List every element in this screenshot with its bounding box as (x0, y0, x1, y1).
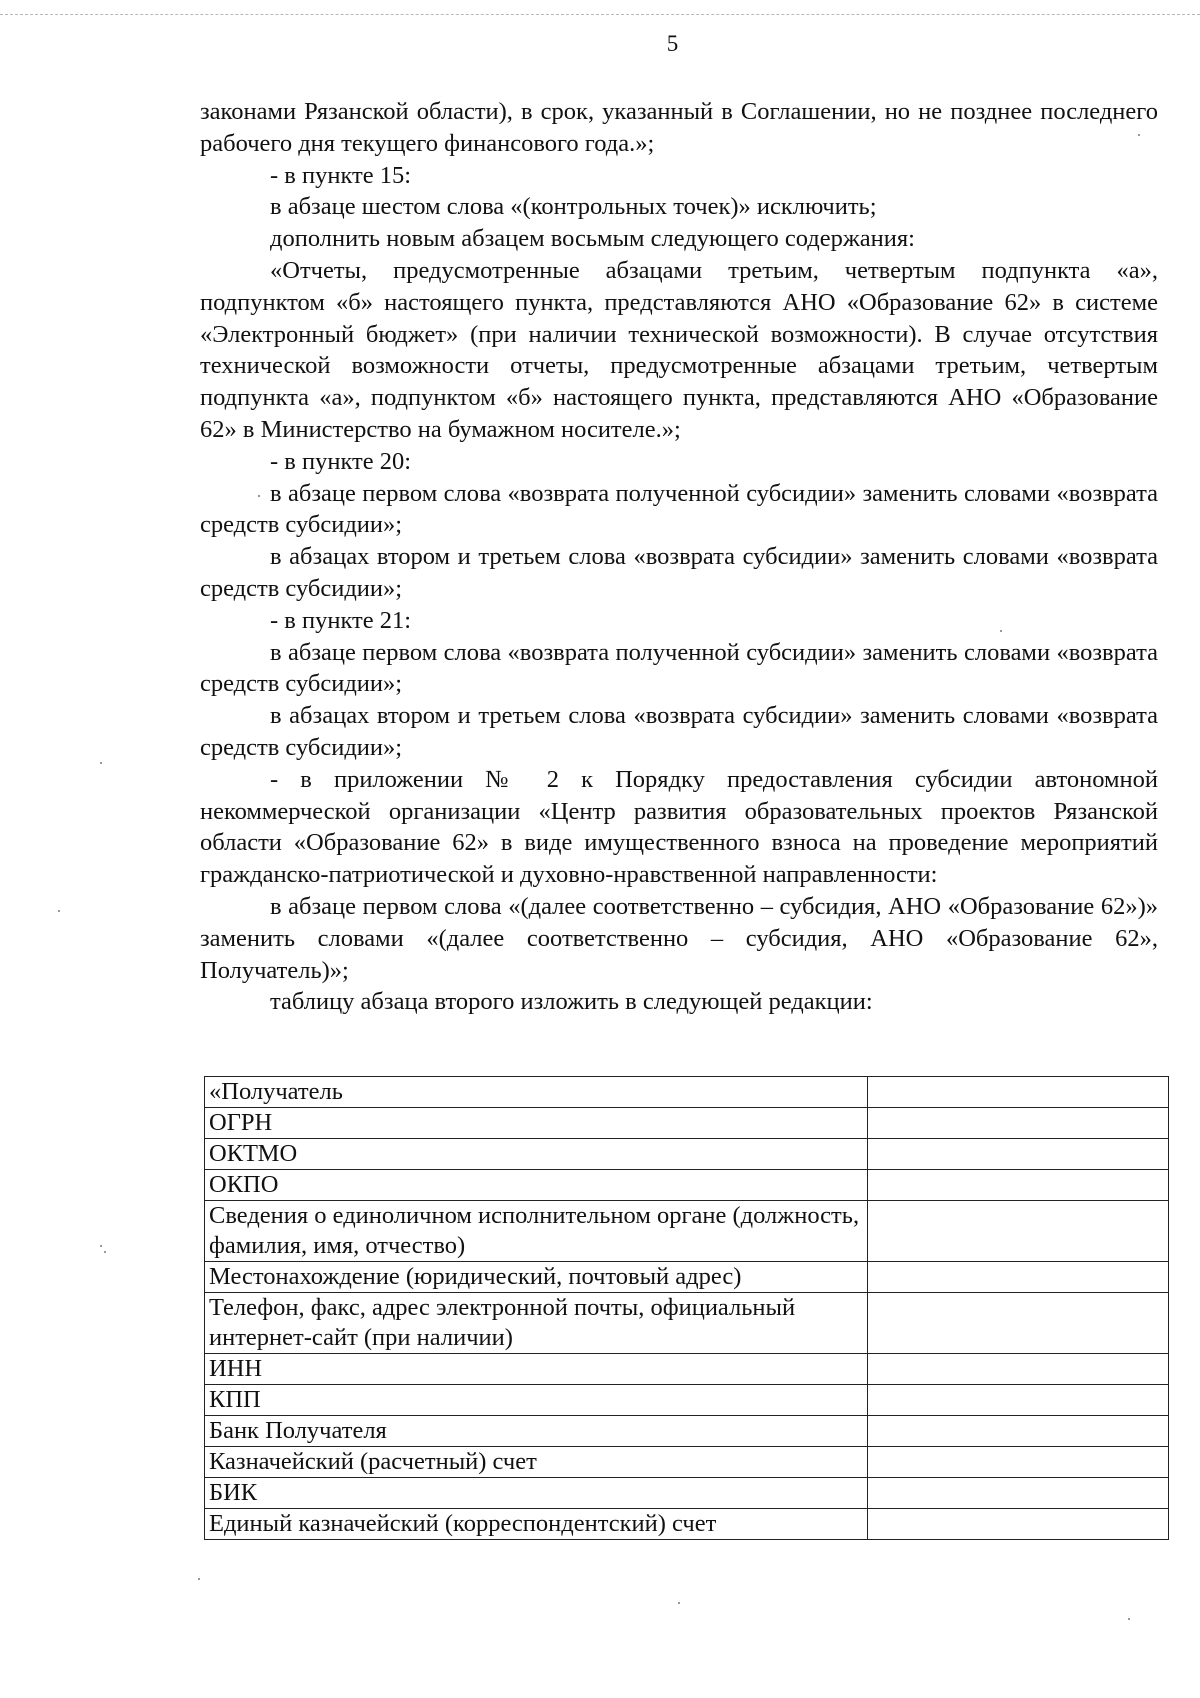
table-label-cell: ИНН (205, 1354, 868, 1385)
table-value-cell (868, 1447, 1169, 1478)
table-value-cell (868, 1077, 1169, 1108)
scan-speck (100, 1245, 102, 1247)
scan-speck (104, 1251, 106, 1253)
paragraph: - в пункте 20: (270, 447, 412, 475)
scan-speck (1128, 1618, 1130, 1620)
table-value-cell (868, 1385, 1169, 1416)
table-label-cell: Телефон, факс, адрес электронной почты, официальный интернет-сайт (при наличии) (205, 1293, 868, 1354)
page-number: 5 (666, 31, 679, 56)
table-label-cell: Местонахождение (юридический, почтовый адрес) (205, 1262, 868, 1293)
table-row (205, 1108, 1169, 1139)
table-row (205, 1385, 1169, 1416)
requisites-table (204, 1076, 1169, 1540)
document-body (200, 96, 1158, 1018)
paragraph: в абзаце шестом слова «(контрольных точек)» исключить; (270, 193, 877, 221)
scan-edge-line (0, 14, 1200, 15)
table-label-cell: «Получатель (205, 1077, 868, 1108)
table-value-cell (868, 1416, 1169, 1447)
table-value-cell (868, 1108, 1169, 1139)
table-row (205, 1139, 1169, 1170)
table-value-cell (868, 1293, 1169, 1354)
table-label-cell: ОКПО (205, 1170, 868, 1201)
paragraph: в абзаце первом слова «возврата полученной субсидии» заменить словами «возврата средств субсидии»; (200, 479, 1158, 539)
table-row (205, 1201, 1169, 1262)
paragraph: в абзаце первом слова «возврата полученной субсидии» заменить словами «возврата средств субсидии»; (200, 638, 1158, 698)
table-label-cell: КПП (205, 1385, 868, 1416)
scan-speck (198, 1578, 200, 1580)
table-row (205, 1447, 1169, 1478)
table-row (205, 1170, 1169, 1201)
table-row (205, 1354, 1169, 1385)
scan-speck (58, 910, 60, 912)
table-value-cell (868, 1509, 1169, 1540)
paragraph: - в пункте 15: (270, 161, 412, 189)
paragraph: законами Рязанской области), в срок, указанный в Соглашении, но не позднее последнего рабочего дня текущего финансового года.»; (200, 98, 1158, 157)
table-value-cell (868, 1170, 1169, 1201)
table-label-cell: Сведения о единоличном исполнительном органе (должность, фамилия, имя, отчество) (205, 1201, 868, 1262)
scan-speck (678, 1602, 680, 1604)
paragraph: дополнить новым абзацем восьмым следующего содержания: (270, 225, 915, 253)
table-value-cell (868, 1262, 1169, 1293)
paragraph: таблицу абзаца второго изложить в следующей редакции: (270, 988, 873, 1016)
table-row (205, 1509, 1169, 1540)
scan-speck (1138, 134, 1140, 136)
paragraph: «Отчеты, предусмотренные абзацами третьим, четвертым подпункта «а», подпунктом «б» настоящего пункта, представляются АНО «Образование 62» в системе «Электронный бюджет» (при наличии технической возможности). В случае отсутствия технической возможности отчеты, предусмотренные абзацами третьим, четвертым подпункта «а», подпунктом «б» настоящего пункта, представляются АНО «Образование 62» в Министерство на бумажном носителе.»; (200, 256, 1158, 443)
table-value-cell (868, 1478, 1169, 1509)
table-label-cell: ОГРН (205, 1108, 868, 1139)
paragraph: в абзацах втором и третьем слова «возврата субсидии» заменить словами «возврата средств субсидии»; (200, 702, 1158, 761)
table-row (205, 1293, 1169, 1354)
scan-speck (100, 762, 102, 764)
table-label-cell: БИК (205, 1478, 868, 1509)
table-value-cell (868, 1139, 1169, 1170)
table-label-cell: Казначейский (расчетный) счет (205, 1447, 868, 1478)
paragraph: - в приложении № 2 к Порядку предоставления субсидии автономной некоммерческой организации «Центр развития образовательных проектов Рязанской области «Образование 62» в виде имущественного взноса на проведение мероприятий гражданско-патриотической и духовно-нравственной направленности: (200, 765, 1158, 889)
paragraph: - в пункте 21: (270, 606, 412, 634)
table-label-cell: ОКТМО (205, 1139, 868, 1170)
paragraph: в абзацах втором и третьем слова «возврата субсидии» заменить словами «возврата средств субсидии»; (200, 543, 1158, 602)
table-row (205, 1262, 1169, 1293)
table-row (205, 1416, 1169, 1447)
table-value-cell (868, 1201, 1169, 1262)
paragraph: в абзаце первом слова «(далее соответственно – субсидия, АНО «Образование 62»)» заменить словами «(далее соответственно – субсидия, АНО «Образование 62», Получатель)»; (200, 892, 1158, 984)
table-value-cell (868, 1354, 1169, 1385)
table-label-cell: Единый казначейский (корреспондентский) счет (205, 1509, 868, 1540)
scan-speck (1000, 630, 1002, 632)
scan-speck (258, 495, 260, 497)
table-row (205, 1077, 1169, 1108)
table-row (205, 1478, 1169, 1509)
table-label-cell: Банк Получателя (205, 1416, 868, 1447)
